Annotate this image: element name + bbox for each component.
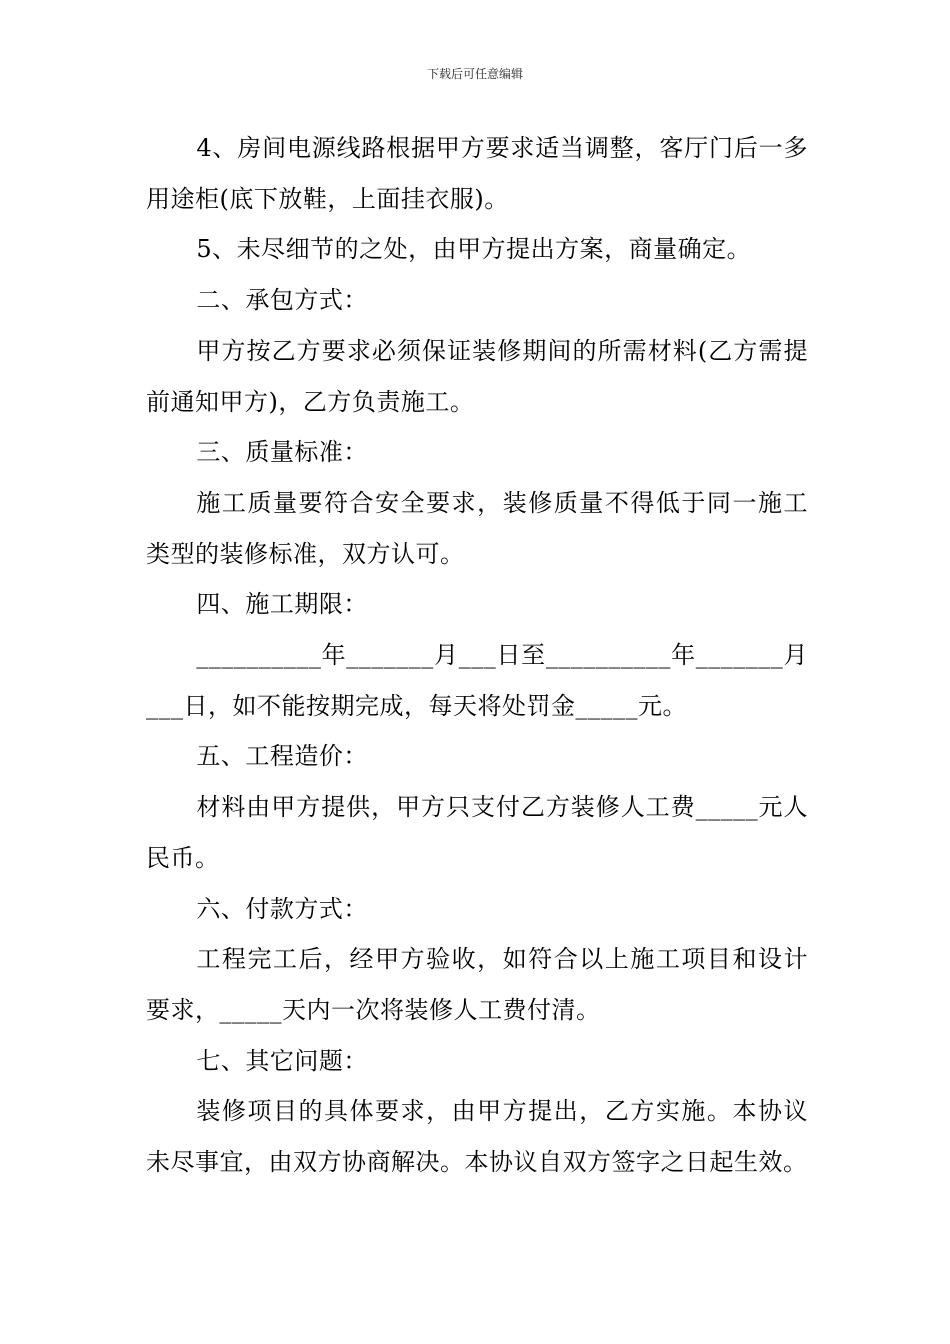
section-heading-construction-period: 四、施工期限： [196, 590, 368, 619]
document-body [146, 123, 808, 1188]
section-heading-contract-method: 二、承包方式： [196, 286, 368, 315]
paragraph-item-5: 5、未尽细节的之处，由甲方提出方案，商量确定。 [196, 235, 752, 264]
section-heading-payment-method: 六、付款方式： [196, 894, 368, 923]
paragraph-project-cost: 材料由甲方提供，甲方只支付乙方装修人工费_____元人民币。 [146, 793, 808, 872]
paragraph-construction-period: __________年_______月___日至__________年_______月___日，如不能按期完成，每天将处罚金_____元。 [146, 641, 808, 720]
section-heading-project-cost: 五、工程造价： [196, 742, 368, 771]
paragraph-other-issues: 装修项目的具体要求，由甲方提出，乙方实施。本协议未尽事宜，由双方协商解决。本协议自双方签字之日起生效。 [146, 1097, 808, 1177]
paragraph-quality-standard: 施工质量要符合安全要求，装修质量不得低于同一施工类型的装修标准，双方认可。 [146, 488, 808, 568]
page-header: 下载后可任意编辑 [426, 67, 523, 81]
paragraph-item-4: 4、房间电源线路根据甲方要求适当调整，客厅门后一多用途柜(底下放鞋，上面挂衣服)。 [146, 134, 808, 213]
section-heading-quality-standard: 三、质量标准： [196, 438, 368, 467]
paragraph-contract-method: 甲方按乙方要求必须保证装修期间的所需材料(乙方需提前通知甲方)，乙方负责施工。 [146, 336, 808, 416]
paragraph-payment-method: 工程完工后，经甲方验收，如符合以上施工项目和设计要求，_____天内一次将装修人工费付清。 [146, 945, 808, 1024]
section-heading-other-issues: 七、其它问题： [196, 1046, 368, 1075]
